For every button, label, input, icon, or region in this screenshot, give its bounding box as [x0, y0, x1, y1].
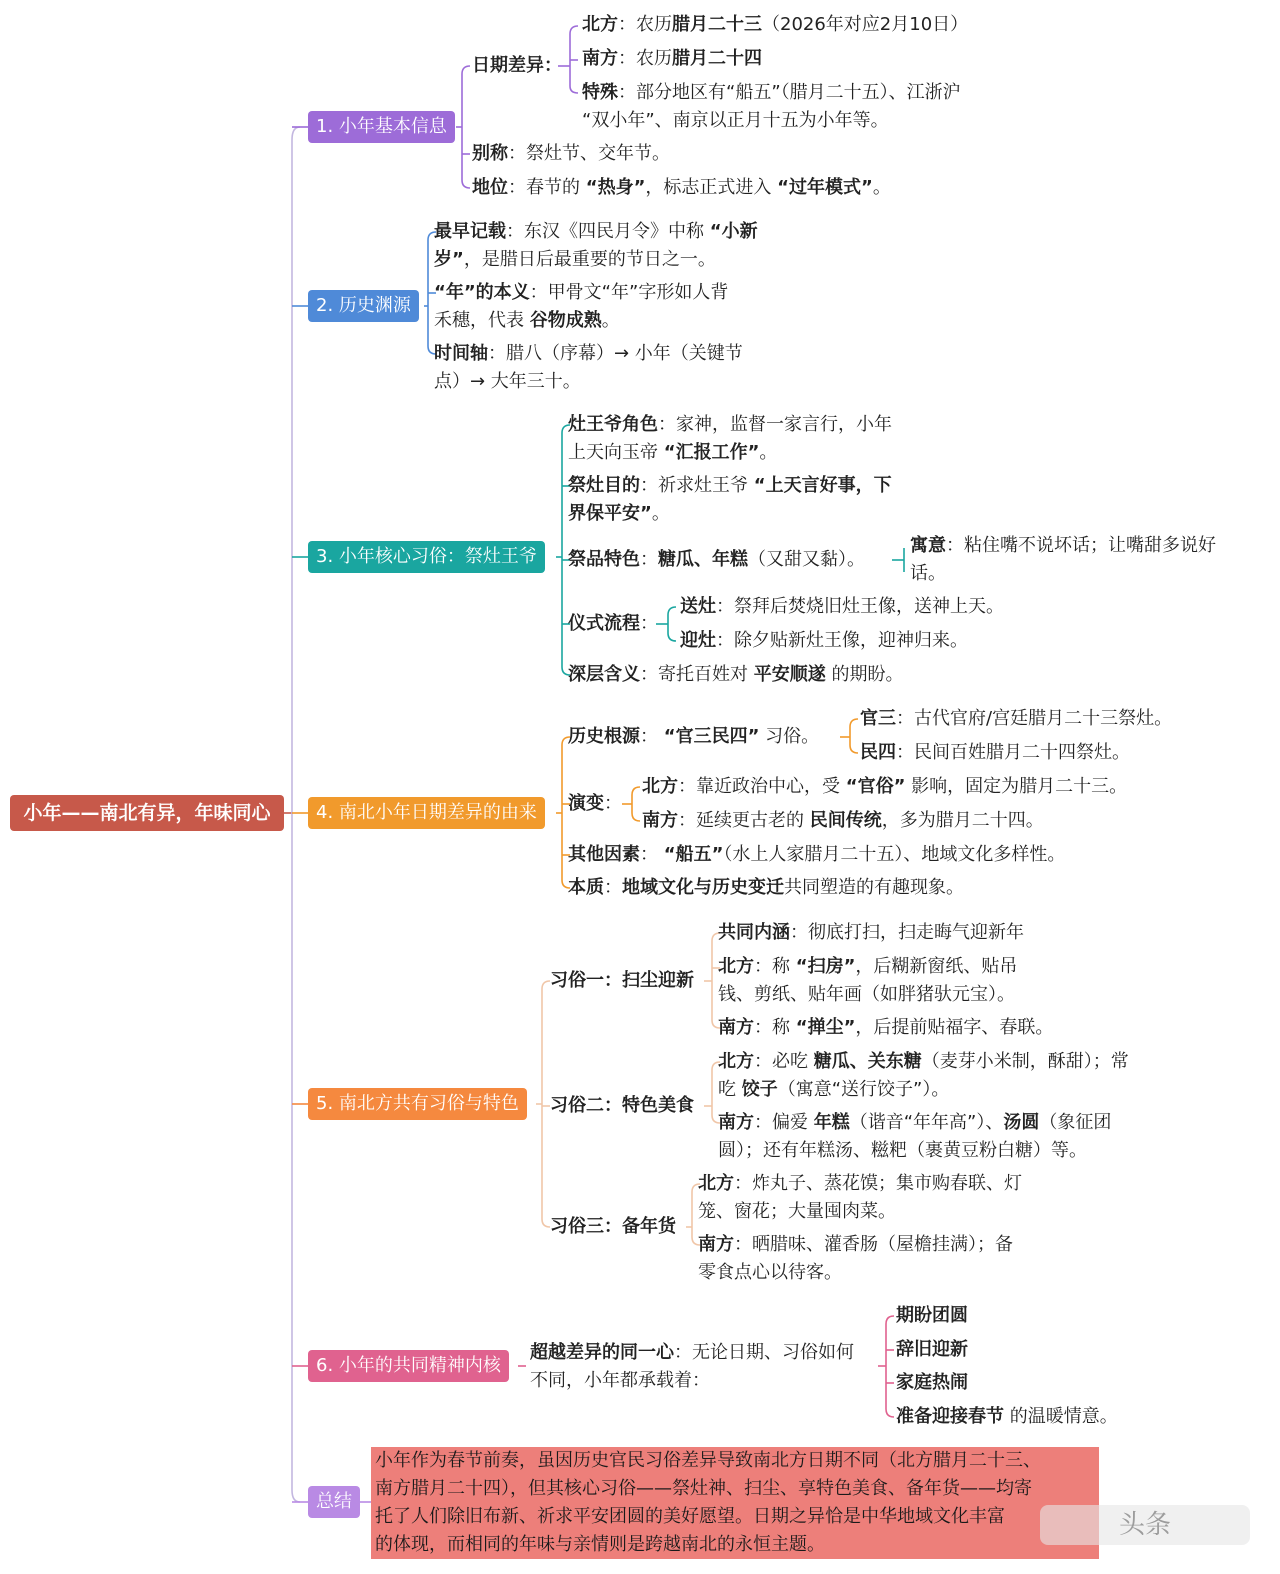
s4-other-factors: 其他因素： “船五”（水上人家腊月二十五）、地域文化多样性。: [568, 844, 1066, 865]
section-spirit-core[interactable]: 6. 小年的共同精神内核: [308, 1350, 509, 1382]
s3-deep-meaning: 深层含义：寄托百姓对 平安顺遂 的期盼。: [568, 664, 904, 685]
s5-sweep-south: 南方：称 “掸尘”，后提前贴福字、春联。: [718, 1017, 1054, 1038]
s1-date-diff: 日期差异：: [472, 55, 562, 76]
s1-south: 南方：农历腊月二十四: [582, 48, 762, 69]
s1-alias: 别称：祭灶节、交年节。: [472, 143, 670, 164]
s3-kitchen-god-role: 灶王爷角色：家神，监督一家言行，小年 上天向玉帝 “汇报工作”。: [568, 414, 892, 463]
s3-welcome-god: 迎灶：除夕贴新灶王像，迎神归来。: [680, 630, 968, 651]
s2-year-meaning: “年”的本义：甲骨文“年”字形如人背 禾穗，代表 谷物成熟。: [434, 282, 729, 331]
section-history[interactable]: 2. 历史渊源: [308, 290, 419, 322]
s2-earliest-record: 最早记载：东汉《四民月令》中称 “小新 岁”，是腊日后最重要的节日之一。: [434, 221, 758, 270]
root-topic[interactable]: 小年——南北有异，年味同心: [10, 795, 284, 831]
s4-south: 南方：延续更古老的 民间传统，多为腊月二十四。: [642, 810, 1044, 831]
summary-line-3: 托了人们除旧布新、祈求平安团圆的美好愿望。日期之异恰是中华地域文化丰富: [375, 1506, 1005, 1527]
section-shared-customs[interactable]: 5. 南北方共有习俗与特色: [308, 1088, 527, 1120]
s4-essence: 本质：地域文化与历史变迁共同塑造的有趣现象。: [568, 877, 964, 898]
s5-food-north: 北方：必吃 糖瓜、关东糖（麦芽小米制，酥甜）；常 吃 饺子（寓意“送行饺子”）。: [718, 1051, 1129, 1100]
s5-sweep-north: 北方：称 “扫房”，后糊新窗纸、贴吊 钱、剪纸、贴年画（如胖猪驮元宝）。: [718, 956, 1018, 1005]
s1-status: 地位：春节的 “热身”，标志正式进入 “过年模式”。: [472, 177, 891, 198]
s5-sweep-common: 共同内涵：彻底打扫，扫走晦气迎新年: [718, 922, 1024, 943]
s4-north: 北方：靠近政治中心，受 “官俗” 影响，固定为腊月二十三。: [642, 776, 1128, 797]
s4-historical-root: 历史根源： “官三民四” 习俗。: [568, 726, 820, 747]
s5-custom-goods: 习俗三：备年货: [550, 1216, 676, 1237]
s6-item-family: 家庭热闹: [896, 1372, 968, 1393]
s5-goods-south: 南方：晒腊味、灌香肠（屋檐挂满）；备 零食点心以待客。: [698, 1234, 1013, 1283]
s5-custom-sweep: 习俗一：扫尘迎新: [550, 970, 694, 991]
s1-north: 北方：农历腊月二十三（2026年对应2月10日）: [582, 14, 969, 35]
s4-min-si: 民四：民间百姓腊月二十四祭灶。: [860, 742, 1130, 763]
s5-custom-food: 习俗二：特色美食: [550, 1095, 694, 1116]
s4-guan-san: 官三：古代官府/宫廷腊月二十三祭灶。: [860, 708, 1173, 729]
s4-evolution: 演变：: [568, 793, 622, 814]
watermark: 头条: [1040, 1505, 1250, 1545]
s3-offerings: 祭品特色：糖瓜、年糕（又甜又黏）。: [568, 549, 865, 570]
s6-item-new-year: 辞旧迎新: [896, 1339, 968, 1360]
s6-same-heart: 超越差异的同一心：无论日期、习俗如何 不同，小年都承载着：: [530, 1342, 854, 1391]
section-basic-info[interactable]: 1. 小年基本信息: [308, 111, 455, 143]
s2-timeline: 时间轴：腊八（序幕）→ 小年（关键节 点）→ 大年三十。: [434, 343, 743, 392]
s3-offerings-meaning: 寓意：粘住嘴不说坏话；让嘴甜多说好 话。: [910, 535, 1216, 584]
section-date-origin[interactable]: 4. 南北小年日期差异的由来: [308, 797, 545, 829]
summary-line-4: 的体现，而相同的年味与亲情则是跨越南北的永恒主题。: [375, 1534, 825, 1555]
s6-item-reunion: 期盼团圆: [896, 1305, 968, 1326]
s3-ritual: 仪式流程：: [568, 613, 658, 634]
summary-box: [371, 1447, 1099, 1559]
s5-goods-north: 北方：炸丸子、蒸花馍；集市购春联、灯 笼、窗花；大量囤肉菜。: [698, 1173, 1022, 1222]
s5-food-south: 南方：偏爱 年糕（谐音“年年高”）、汤圆（象征团 圆）；还有年糕汤、糍粑（裹黄豆粉白糖）等。: [718, 1112, 1112, 1161]
s3-purpose: 祭灶目的：祈求灶王爷 “上天言好事，下 界保平安”。: [568, 475, 892, 524]
section-kitchen-god[interactable]: 3. 小年核心习俗：祭灶王爷: [308, 541, 545, 573]
s3-send-god: 送灶：祭拜后焚烧旧灶王像，送神上天。: [680, 596, 1004, 617]
summary-line-2: 南方腊月二十四），但其核心习俗——祭灶神、扫尘、享特色美食、备年货——均寄: [375, 1478, 1032, 1499]
s6-item-spring-festival: 准备迎接春节 的温暖情意。: [896, 1406, 1118, 1427]
section-summary[interactable]: 总结: [308, 1486, 360, 1518]
summary-line-1: 小年作为春节前奏，虽因历史官民习俗差异导致南北方日期不同（北方腊月二十三、: [375, 1450, 1041, 1471]
s1-special: 特殊：部分地区有“船五”（腊月二十五）、江浙沪 “双小年”、南京以正月十五为小年等。: [582, 82, 961, 131]
